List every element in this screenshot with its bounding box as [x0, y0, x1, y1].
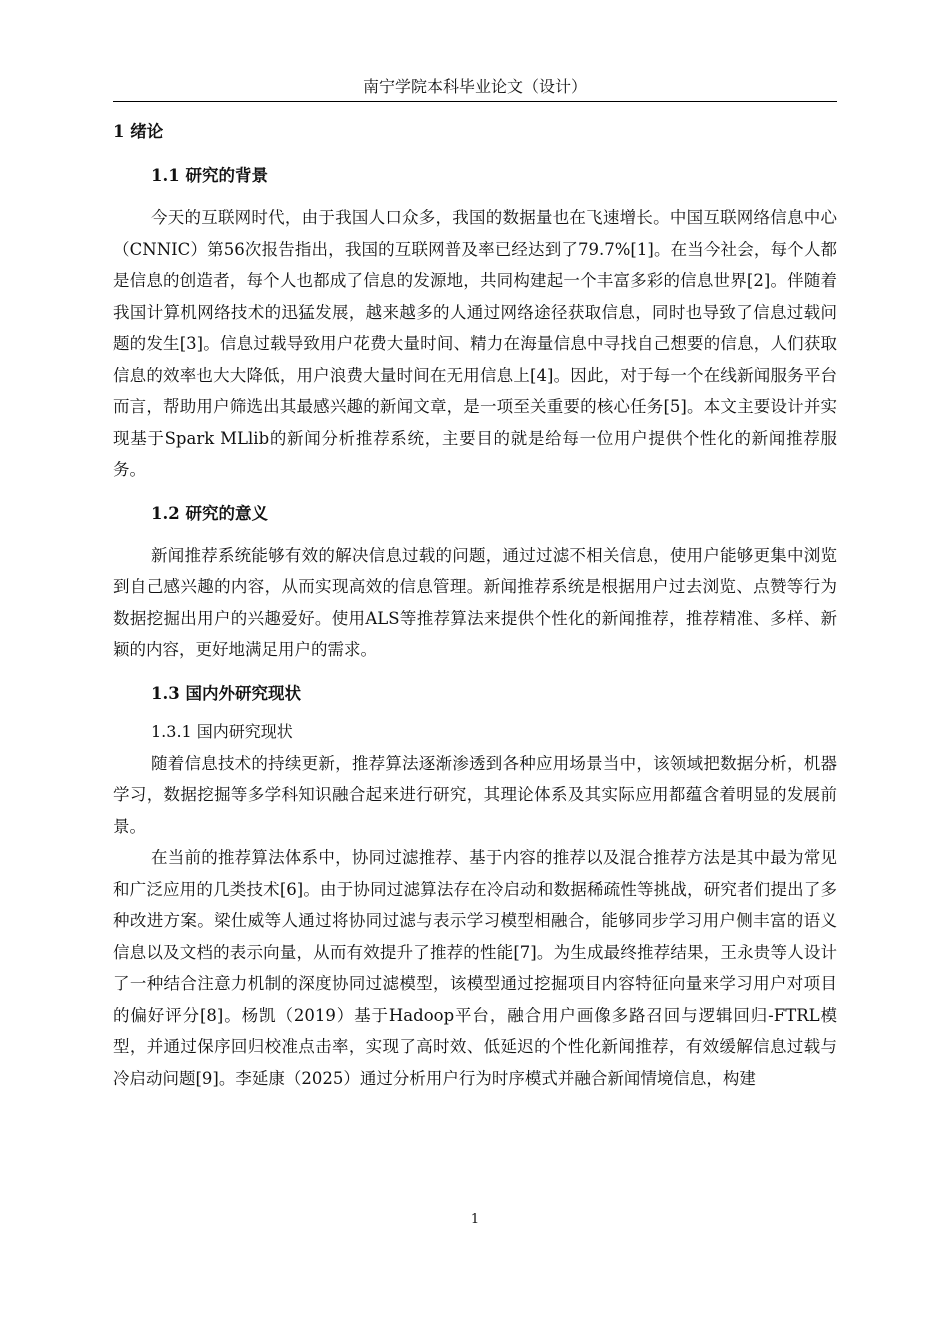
section-heading-background: 1.1 研究的背景: [151, 166, 268, 185]
header-divider: [113, 101, 837, 102]
paragraph-domestic-2: 在当前的推荐算法体系中，协同过滤推荐、基于内容的推荐以及混合推荐方法是其中最为常见和广泛应用的几类技术[6]。由于协同过滤算法存在冷启动和数据稀疏性等挑战，研究者们提出了多种改进方案。梁仕威等人通过将协同过滤与表示学习模型相融合，能够同步学习用户侧丰富的语义信息以及文档的表示向量，从而有效提升了推荐的性能[7]。为生成最终推荐结果，王永贵等人设计了一种结合注意力机制的深度协同过滤模型，该模型通过挖掘项目内容特征向量来学习用户对项目的偏好评分[8]。杨凯（2019）基于Hadoop平台，融合用户画像多路召回与逻辑回归-FTRL模型，并通过保序回归校准点击率，实现了高时效、低延迟的个性化新闻推荐，有效缓解信息过载与冷启动问题[9]。李延康（2025）通过分析用户行为时序模式并融合新闻情境信息，构建: [113, 848, 837, 1088]
running-header: 南宁学院本科毕业论文（设计）: [362, 77, 587, 96]
section-heading-significance: 1.2 研究的意义: [151, 503, 268, 523]
paragraph-significance: 新闻推荐系统能够有效的解决信息过载的问题，通过过滤不相关信息，使用户能够更集中浏览到自己感兴趣的内容，从而实现高效的信息管理。新闻推荐系统是根据用户过去浏览、点赞等行为数据挖掘出用户的兴趣爱好。使用ALS等推荐算法来提供个性化的新闻推荐，推荐精准、多样、新颖的内容，更好地满足用户的需求。: [113, 545, 837, 659]
subsection-heading-domestic: 1.3.1 国内研究现状: [151, 721, 293, 741]
section-heading-research-status: 1.3 国内外研究现状: [151, 683, 301, 703]
paragraph-background: 今天的互联网时代，由于我国人口众多，我国的数据量也在飞速增长。中国互联网络信息中心（CNNIC）第56次报告指出，我国的互联网普及率已经达到了79.7%[1]。在当今社会，每个人都是信息的创造者，每个人也都成了信息的发源地，共同构建起一个丰富多彩的信息世界[2]。伴随着我国计算机网络技术的迅猛发展，越来越多的人通过网络途径获取信息，同时也导致了信息过载问题的发生[3]。信息过载导致用户花费大量时间、精力在海量信息中寻找自己想要的信息，人们获取信息的效率也大大降低，用户浪费大量时间在无用信息上[4]。因此，对于每一个在线新闻服务平台而言，帮助用户筛选出其最感兴趣的新闻文章，是一项至关重要的核心任务[5]。本文主要设计并实现基于Spark MLlib的新闻分析推荐系统，主要目的就是给每一位用户提供个性化的新闻推荐服务。: [113, 208, 837, 479]
chapter-heading: 1 绪论: [113, 122, 164, 141]
paragraph-domestic-1: 随着信息技术的持续更新，推荐算法逐渐渗透到各种应用场景当中，该领域把数据分析，机器学习，数据挖掘等多学科知识融合起来进行研究，其理论体系及其实际应用都蕴含着明显的发展前景。: [113, 753, 837, 836]
page-number: 1: [470, 1212, 480, 1227]
page-body: [113, 116, 837, 1094]
